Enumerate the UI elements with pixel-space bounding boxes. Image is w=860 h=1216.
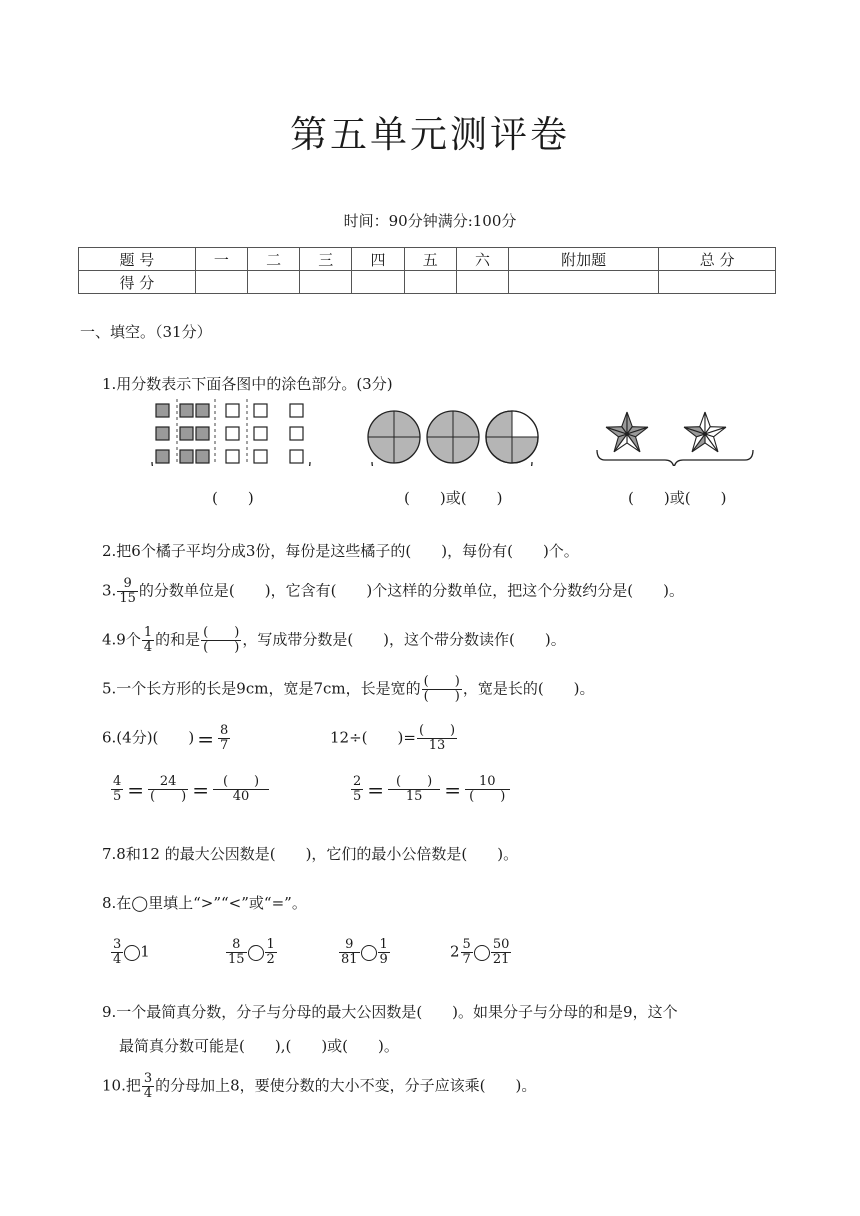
question-3: 3. $\frac{9}{15}$ 的分数单位是( )，它含有( )个这样的分数单位，把这个分数约分是( )。 [102,576,684,606]
score-cell[interactable] [404,271,456,294]
grid-square [226,450,239,463]
score-table-header-cell: 四 [352,248,404,271]
score-cell[interactable] [509,271,659,294]
grid-square [180,427,193,440]
stars-figure [597,412,753,466]
score-cell[interactable] [247,271,299,294]
score-table-header-row [79,248,776,271]
question-7: 7.8和12 的最大公因数是( )，它们的最小公倍数是( )。 [102,845,519,863]
q8-compare-1: $\frac{3}{4}$ 1 [113,937,150,967]
question-4: 4.9个 $\frac{1}{4}$ 的和是 $\frac{( )}{( )}$ ，写成带分数是( )，这个带分数读作( )。 [102,625,566,655]
page-title: 第五单元测评卷 [290,113,570,156]
circles-figure [368,411,538,466]
score-table-header-cell: 五 [404,248,456,271]
q8-compare-3: $\frac{9}{81}$ $\frac{1}{9}$ [341,937,388,967]
exam-info: 时间：90分钟满分:100分 [343,212,517,230]
question-2: 2.把6个橘子平均分成3份，每份是这些橘子的( )，每份有( )个。 [102,542,579,560]
score-table-score-row [79,271,776,294]
square-grid-figure [152,399,310,466]
grid-square [290,450,303,463]
grid-square [254,450,267,463]
grid-square [156,450,169,463]
q1-answer-2: ( )或( ) [404,489,503,507]
question-9-line-2: 最简真分数可能是( ),( )或( )。 [119,1037,399,1055]
score-row-label: 得 分 [79,271,196,294]
score-table-header-cell: 总 分 [659,248,776,271]
score-table-header-cell: 附加题 [509,248,659,271]
score-table-header-cell: 一 [195,248,247,271]
compare-circle[interactable] [124,945,140,961]
question-6-division: 12÷( )= $\frac{( )}{13}$ [330,723,456,753]
grid-square [290,404,303,417]
score-cell[interactable] [195,271,247,294]
question-6: 6.(4分)( ) = $\frac{8}{7}$ [102,723,229,753]
q6-equation-2: $\frac{2}{5}$ = $\frac{( )}{15}$ = $\frac{10}{( )}$ [350,775,511,804]
grid-square [196,427,209,440]
score-table-header-cell: 题 号 [79,248,196,271]
compare-circle[interactable] [248,945,264,961]
grid-square [226,427,239,440]
score-cell[interactable] [352,271,404,294]
grid-square [254,427,267,440]
grid-square [156,427,169,440]
grid-square [180,404,193,417]
question-9-line-1: 9.一个最简真分数，分子与分母的最大公因数是( )。如果分子与分母的和是9，这个 [102,1003,678,1021]
compare-circle[interactable] [361,945,377,961]
q6-equation-1: $\frac{4}{5}$ = $\frac{24}{( )}$ = $\frac{( )}{40}$ [110,775,270,804]
score-table-header-cell: 六 [456,248,508,271]
grid-square [254,404,267,417]
score-cell[interactable] [456,271,508,294]
section-heading: 一、填空。（31分） [80,323,212,341]
grid-square [196,404,209,417]
compare-circle[interactable] [474,945,490,961]
question-1: 1.用分数表示下面各图中的涂色部分。(3分) [102,375,393,393]
score-table-header-cell: 二 [247,248,299,271]
q8-compare-4: 2 $\frac{5}{7}$ $\frac{50}{21}$ [450,937,510,967]
grid-square [180,450,193,463]
grid-square [226,404,239,417]
question-10: 10.把 $\frac{3}{4}$ 的分母加上8，要使分数的大小不变，分子应该乘( )。 [102,1071,537,1101]
grid-square [290,427,303,440]
score-table-header-cell: 三 [300,248,352,271]
q1-figures [140,396,780,466]
score-table [78,247,776,294]
score-cell[interactable] [659,271,776,294]
q1-answer-1: ( ) [212,489,254,507]
q8-compare-2: $\frac{8}{15}$ $\frac{1}{2}$ [228,937,275,967]
score-cell[interactable] [300,271,352,294]
q1-answer-3: ( )或( ) [628,489,727,507]
question-8: 8.在◯里填上“>”“<”或“=”。 [102,894,307,912]
grid-square [196,450,209,463]
grid-square [156,404,169,417]
question-5: 5.一个长方形的长是9cm，宽是7cm，长是宽的 $\frac{( )}{( )}$ ，宽是长的( )。 [102,674,595,704]
